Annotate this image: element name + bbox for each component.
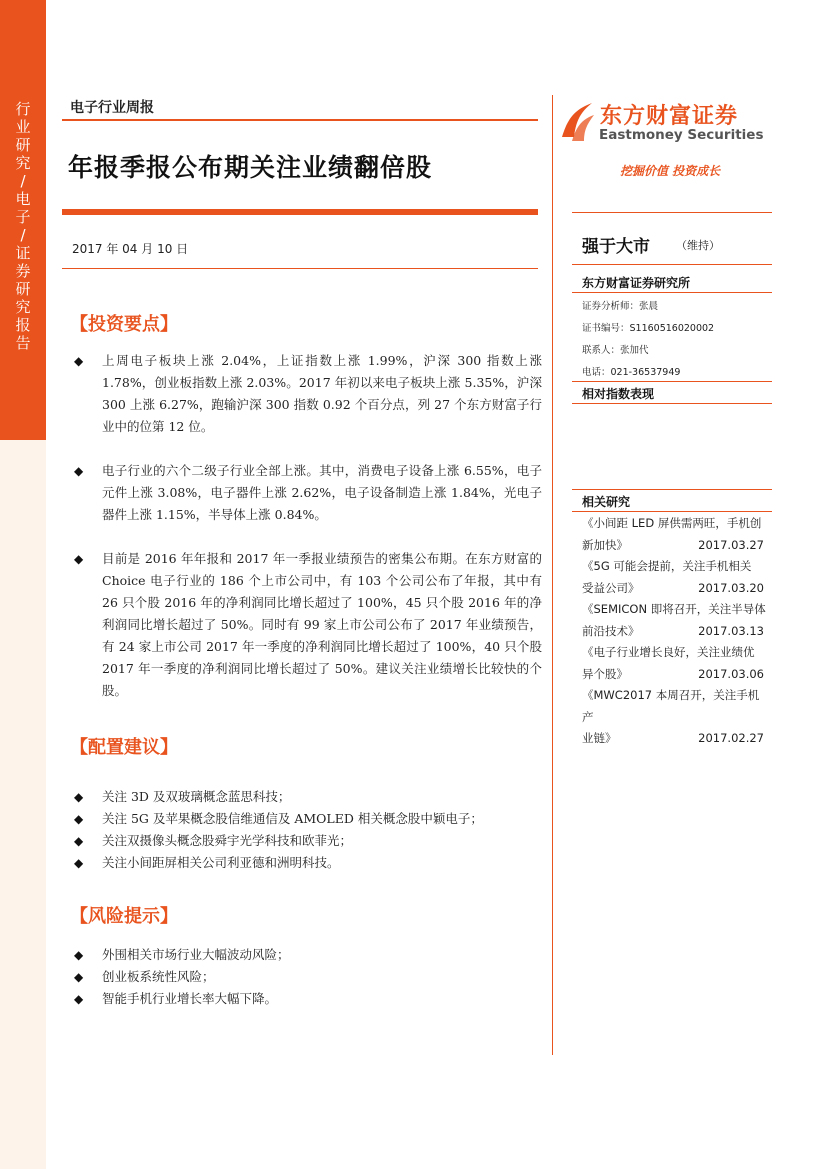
report-type: 电子行业周报: [70, 100, 154, 116]
diamond-bullet-icon: ◆: [74, 856, 84, 870]
sidebar-char: 证: [15, 244, 31, 262]
sidebar-char: 研: [15, 280, 31, 298]
related-research-item[interactable]: 《5G 可能会提前，关注手机相关 受益公司》 2017.03.20: [582, 559, 764, 595]
related-research-item[interactable]: 《MWC2017 本周召开，关注手机产 业链》 2017.02.27: [582, 688, 764, 745]
sidebar-char: /: [20, 226, 26, 244]
diamond-bullet-icon: ◆: [74, 992, 84, 1006]
sidebar-char: 券: [15, 262, 31, 280]
diamond-bullet-icon: ◆: [74, 970, 84, 984]
contact-phone: 电话：021-36537949: [582, 367, 681, 378]
list-item: ◆ 上周电子板块上涨 2.04%，上证指数上涨 1.99%，沪深 300 指数上涨 1.78%，创业板指数上涨 2.03%。2017 年初以来电子板块上涨 5.35%，沪深 300 上涨 6.27%，跑输沪深 300 指数 0.92 个百分点，列 27 个东方财富子行业中的位第 12 位。: [74, 350, 542, 438]
company-name-cn: 东方财富证券: [600, 104, 739, 129]
diamond-bullet-icon: ◆: [74, 464, 84, 478]
title-bar: [62, 209, 538, 215]
list-item: ◆ 关注双摄像头概念股舜宇光学科技和欧菲光；: [74, 830, 542, 852]
sidebar-char: 电: [15, 190, 31, 208]
related-research-item[interactable]: 《电子行业增长良好，关注业绩优 异个股》 2017.03.06: [582, 645, 764, 681]
index-performance-heading: 相对指数表现: [582, 387, 655, 401]
section-heading-risk: 【风险提示】: [70, 906, 178, 927]
rating-value: 强于大市: [582, 237, 650, 257]
research-org: 东方财富证券研究所: [582, 276, 691, 290]
certificate-number: 证书编号：S1160516020002: [582, 323, 715, 334]
analyst-name: 证券分析师：张晨: [582, 301, 659, 312]
related-divider: [572, 511, 772, 512]
header-divider: [62, 119, 538, 121]
diamond-bullet-icon: ◆: [74, 834, 84, 848]
diamond-bullet-icon: ◆: [74, 552, 84, 566]
diamond-bullet-icon: ◆: [74, 948, 84, 962]
list-item: ◆ 关注 3D 及双玻璃概念蓝思科技；: [74, 786, 542, 808]
related-research-item[interactable]: 《SEMICON 即将召开，关注半导体 前沿技术》 2017.03.13: [582, 602, 766, 638]
sidebar-category-label: [12, 100, 34, 352]
page-title: 年报季报公布期关注业绩翻倍股: [68, 153, 433, 182]
sidebar-char: 究: [15, 298, 31, 316]
sidebar-char: /: [20, 172, 26, 190]
date-divider: [62, 268, 538, 269]
diamond-bullet-icon: ◆: [74, 812, 84, 826]
sidebar-char: 行: [15, 100, 31, 118]
related-top-divider: [572, 489, 772, 490]
company-slogan: 挖掘价值 投资成长: [620, 164, 721, 178]
sidebar-char: 研: [15, 136, 31, 154]
list-item: ◆ 外围相关市场行业大幅波动风险；: [74, 944, 542, 966]
sidebar-char: 究: [15, 154, 31, 172]
list-item: ◆ 目前是 2016 年年报和 2017 年一季报业绩预告的密集公布期。在东方财富的 Choice 电子行业的 186 个上市公司中，有 103 个公司公布了年报，其中有 26 只个股 2016 年的净利润同比增长超过了 100%，45 只个股 2016 年的净利润同比增长超过了 50%。同时有 99 家上市公司公布了 2017 年业绩预告，有 24 家上市公司 2017 年一季度的净利润同比增长超过了 100%，40 只个股 2017 年一季度的净利润同比增长超过了 50%。建议关注业绩增长比较快的个股。: [74, 548, 542, 702]
related-research-list: [582, 513, 768, 750]
company-logo-icon: [558, 97, 596, 143]
sidebar-char: 告: [15, 334, 31, 352]
risk-list: [74, 944, 542, 1010]
contact-person: 联系人：张加代: [582, 345, 649, 356]
info-divider: [572, 381, 772, 382]
list-item: ◆ 智能手机行业增长率大幅下降。: [74, 988, 542, 1010]
list-item: ◆ 关注小间距屏相关公司利亚德和洲明科技。: [74, 852, 542, 874]
list-item: ◆ 电子行业的六个二级子行业全部上涨。其中，消费电子设备上涨 6.55%，电子元件上涨 3.08%，电子器件上涨 2.62%，电子设备制造上涨 1.84%，光电子器件上涨 1.15%，半导体上涨 0.84%。: [74, 460, 542, 526]
allocation-list: [74, 786, 542, 874]
report-date: 2017 年 04 月 10 日: [72, 242, 189, 256]
rating-top-divider: [572, 212, 772, 213]
diamond-bullet-icon: ◆: [74, 354, 84, 368]
related-research-heading: 相关研究: [582, 495, 631, 509]
rating-note: （维持）: [676, 239, 720, 252]
company-name-en: Eastmoney Securities: [599, 127, 764, 143]
column-divider: [552, 95, 553, 1055]
sidebar-char: 子: [15, 208, 31, 226]
list-item: ◆ 创业板系统性风险；: [74, 966, 542, 988]
related-research-item[interactable]: 《小间距 LED 屏供需两旺，手机创 新加快》 2017.03.27: [582, 516, 764, 552]
org-divider: [572, 292, 772, 293]
sidebar-char: 报: [15, 316, 31, 334]
investment-list: [74, 350, 542, 702]
list-item: ◆ 关注 5G 及苹果概念股信维通信及 AMOLED 相关概念股中颖电子；: [74, 808, 542, 830]
diamond-bullet-icon: ◆: [74, 790, 84, 804]
rating-bottom-divider: [572, 264, 772, 265]
section-heading-investment: 【投资要点】: [70, 314, 178, 335]
index-divider: [572, 403, 772, 404]
sidebar-char: 业: [15, 118, 31, 136]
section-heading-allocation: 【配置建议】: [70, 737, 178, 758]
